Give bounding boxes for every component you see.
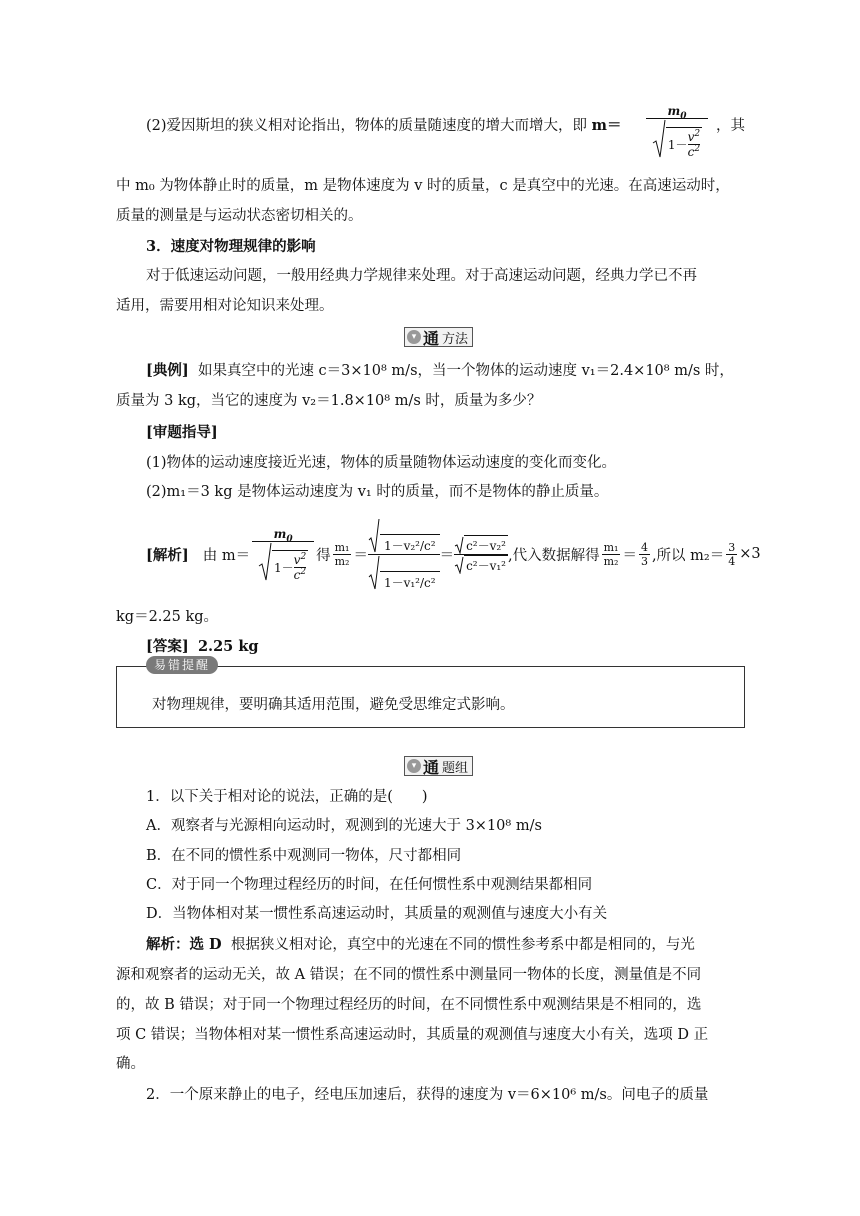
answer-label: [答案] [146, 638, 189, 655]
section3-heading: 3．速度对物理规律的影响 [146, 238, 316, 255]
ratio-sqrt2: c²－v₂² c²－v₁² [454, 535, 508, 574]
q1-option-b: B．在不同的惯性系中观测同一物体，尺寸都相同 [146, 848, 462, 864]
q1-option-c: C．对于同一个物理过程经历的时间，在任何惯性系中观测结果都相同 [146, 877, 593, 893]
q1-solution-line5: 确。 [116, 1056, 145, 1072]
warning-label: 易错提醒 [146, 656, 218, 674]
analysis-label: [解析] [146, 546, 189, 564]
example-label: [典例] [146, 362, 189, 379]
guide-label: [审题指导] [146, 424, 218, 441]
formula-lhs: m＝ [591, 117, 622, 134]
guide-line1: (1)物体的运动速度接近光速，物体的质量随物体运动速度的变化而变化。 [146, 455, 617, 471]
q1-option-a: A．观察者与光源相向运动时，观测到的光速大于 3×10⁸ m/s [146, 818, 542, 834]
q1-solution-line2: 源和观察者的运动无关，故 A 错误；在不同的惯性系中测量同一物体的长度，测量值是不同 [116, 967, 702, 983]
analysis-line2: kg＝2.25 kg。 [116, 609, 219, 625]
q2-stem: 2．一个原来静止的电子，经电压加速后，获得的速度为 v＝6×10⁶ m/s。问电子的质量 [146, 1087, 709, 1103]
chevron-down-icon: ▾ [407, 330, 421, 344]
q1-solution-line3: 的，故 B 错误；对于同一个物理过程经历的时间，在不同惯性系中观测结果是不相同的，选 [116, 997, 702, 1013]
ratio-sqrt: 1－v₂²/c² 1－v₁²/c² [368, 518, 440, 591]
example-line1: [典例] 如果真空中的光速 c＝3×10⁸ m/s，当一个物体的运动速度 v₁＝2.4×10⁸ m/s 时， [146, 362, 734, 379]
q1-solution-line4: 项 C 错误；当物体相对某一惯性系高速运动时，其质量的观测值与速度大小有关，选项 D 正 [116, 1027, 709, 1043]
section3-line1: 对于低速运动问题，一般用经典力学规律来处理。对于高速运动问题，经典力学已不再 [146, 268, 697, 284]
formula-m: $m_0$ 1－ $v^2$ $c^2$ [252, 527, 314, 582]
guide-line2: (2)m₁＝3 kg 是物体运动速度为 v₁ 时的质量，而不是物体的静止质量。 [146, 484, 609, 500]
example-line2: 质量为 3 kg，当它的速度为 v₂＝1.8×10⁸ m/s 时，质量为多少？ [116, 393, 542, 409]
q1-option-d: D．当物体相对某一惯性系高速运动时，其质量的观测值与速度大小有关 [146, 906, 608, 922]
warning-text: 对物理规律，要明确其适用范围，避免受思维定式影响。 [152, 697, 515, 713]
method-badge: ▾ 通 方法 [404, 327, 473, 347]
p2-line3: 质量的测量是与运动状态密切相关的。 [116, 208, 363, 224]
sqrt-icon [652, 119, 666, 159]
mass-formula: $m_0$ 1－ $v^2$ $c^2$ [646, 104, 708, 159]
ratio-m1-m2: $\frac{\text{m₁}}{\text{m₂}}$ [334, 540, 350, 568]
analysis-line: [解析] 由 m＝ $m_0$ 1－ $v^2$ $c^2$ 得 $\frac{\text{m₁}}{\text{m₂}}$ ＝ 1－v₂²/c² 1－v₁²/c² ＝ c²－v₂² c²－v₁² ,代入数据解得 $\frac{\text{m₁}}{\text{m₂}}$ ＝ $\frac{4}{3}$ ,所以 m₂＝ $\frac{3}{4}$ ×3 [146, 508, 761, 600]
section3-line2: 适用，需要用相对论知识来处理。 [116, 298, 334, 314]
p2-tail: ，其 [716, 118, 745, 134]
p2-text: (2)爱因斯坦的狭义相对论指出，物体的质量随速度的增大而增大，即 [146, 118, 588, 134]
p2-line2: 中 m₀ 为物体静止时的质量，m 是物体速度为 v 时的质量，c 是真空中的光速。在高速运动时， [116, 178, 730, 194]
answer-line [146, 636, 259, 658]
q1-stem: 1．以下关于相对论的说法，正确的是( ) [146, 789, 428, 805]
chevron-down-icon: ▾ [407, 759, 421, 773]
problem-set-badge: ▾ 通 题组 [404, 756, 473, 776]
q1-solution-line1: 解析：选 D 根据狭义相对论，真空中的光速在不同的惯性参考系中都是相同的，与光 [146, 936, 695, 953]
answer-value: 2.25 kg [197, 638, 259, 655]
p2-line1 [146, 115, 622, 137]
